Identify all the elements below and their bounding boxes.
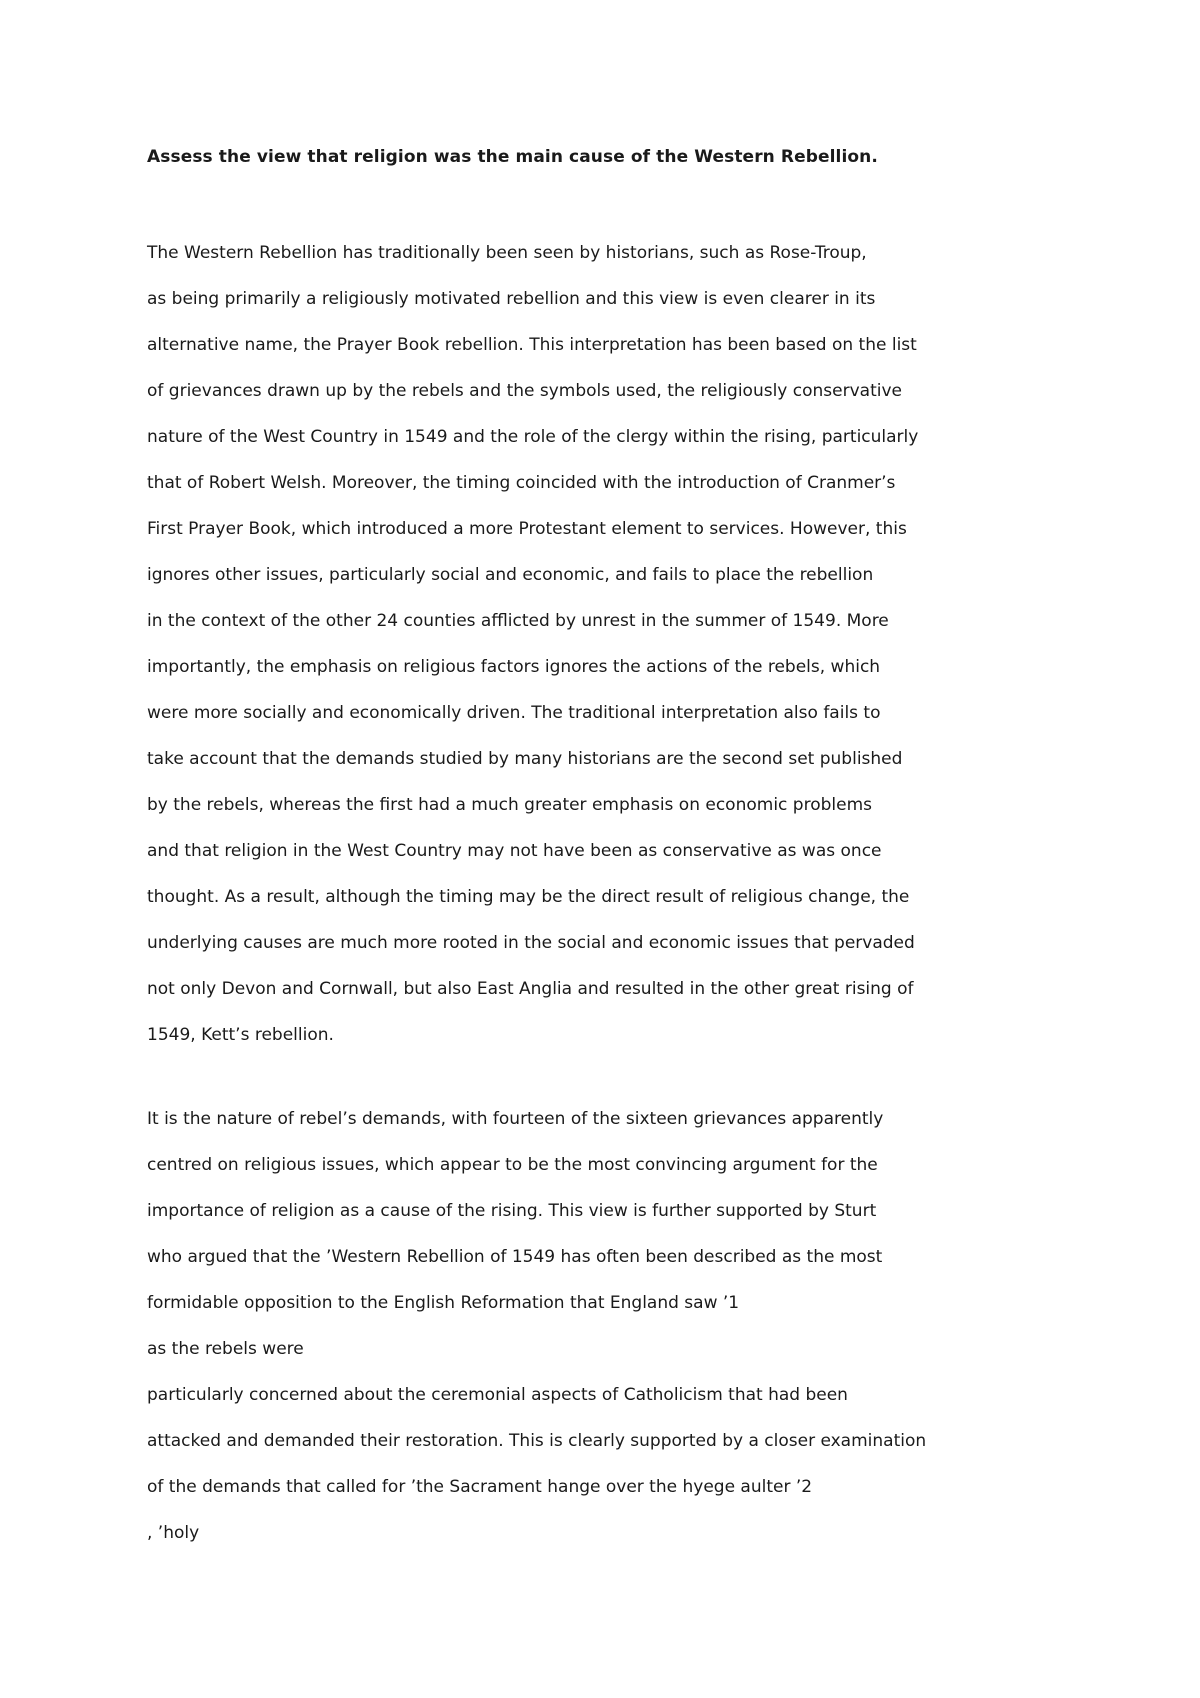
text-line: as being primarily a religiously motivated rebellion and this view is even clearer in its xyxy=(147,289,876,309)
text-line: importantly, the emphasis on religious factors ignores the actions of the rebels, which xyxy=(147,657,881,677)
text-line: who argued that the ’Western Rebellion of 1549 has often been described as the most xyxy=(147,1247,883,1267)
text-line: and that religion in the West Country may not have been as conservative as was once xyxy=(147,841,882,861)
text-line: , ’holy xyxy=(147,1523,200,1543)
text-line: The Western Rebellion has traditionally been seen by historians, such as Rose-Troup, xyxy=(147,243,867,263)
text-line: not only Devon and Cornwall, but also East Anglia and resulted in the other great rising of xyxy=(147,979,914,999)
text-line: centred on religious issues, which appear to be the most convincing argument for the xyxy=(147,1155,878,1175)
text-line: formidable opposition to the English Reformation that England saw ’1 xyxy=(147,1293,740,1313)
text-line: particularly concerned about the ceremonial aspects of Catholicism that had been xyxy=(147,1385,848,1405)
paragraph-2 xyxy=(147,1096,1147,1556)
text-line: underlying causes are much more rooted in the social and economic issues that pervaded xyxy=(147,933,915,953)
text-line: by the rebels, whereas the first had a much greater emphasis on economic problems xyxy=(147,795,872,815)
text-line: alternative name, the Prayer Book rebellion. This interpretation has been based on the list xyxy=(147,335,917,355)
text-line: thought. As a result, although the timing may be the direct result of religious change, the xyxy=(147,887,910,907)
text-line: were more socially and economically driven. The traditional interpretation also fails to xyxy=(147,703,881,723)
text-line: in the context of the other 24 counties afflicted by unrest in the summer of 1549. More xyxy=(147,611,889,631)
paragraph-1 xyxy=(147,230,1147,1058)
text-line: nature of the West Country in 1549 and the role of the clergy within the rising, particularly xyxy=(147,427,919,447)
text-line: of the demands that called for ’the Sacrament hange over the hyege aulter ’2 xyxy=(147,1477,813,1497)
essay-title: Assess the view that religion was the main cause of the Western Rebellion. xyxy=(147,147,878,167)
text-line: 1549, Kett’s rebellion. xyxy=(147,1025,334,1045)
text-line: First Prayer Book, which introduced a more Protestant element to services. However, this xyxy=(147,519,907,539)
text-line: that of Robert Welsh. Moreover, the timing coincided with the introduction of Cranmer’s xyxy=(147,473,896,493)
text-line: It is the nature of rebel’s demands, with fourteen of the sixteen grievances apparently xyxy=(147,1109,884,1129)
text-line: ignores other issues, particularly social and economic, and fails to place the rebellion xyxy=(147,565,874,585)
text-line: as the rebels were xyxy=(147,1339,304,1359)
text-line: importance of religion as a cause of the rising. This view is further supported by Sturt xyxy=(147,1201,877,1221)
text-line: of grievances drawn up by the rebels and the symbols used, the religiously conservative xyxy=(147,381,902,401)
text-line: attacked and demanded their restoration. This is clearly supported by a closer examination xyxy=(147,1431,927,1451)
text-line: take account that the demands studied by many historians are the second set published xyxy=(147,749,903,769)
